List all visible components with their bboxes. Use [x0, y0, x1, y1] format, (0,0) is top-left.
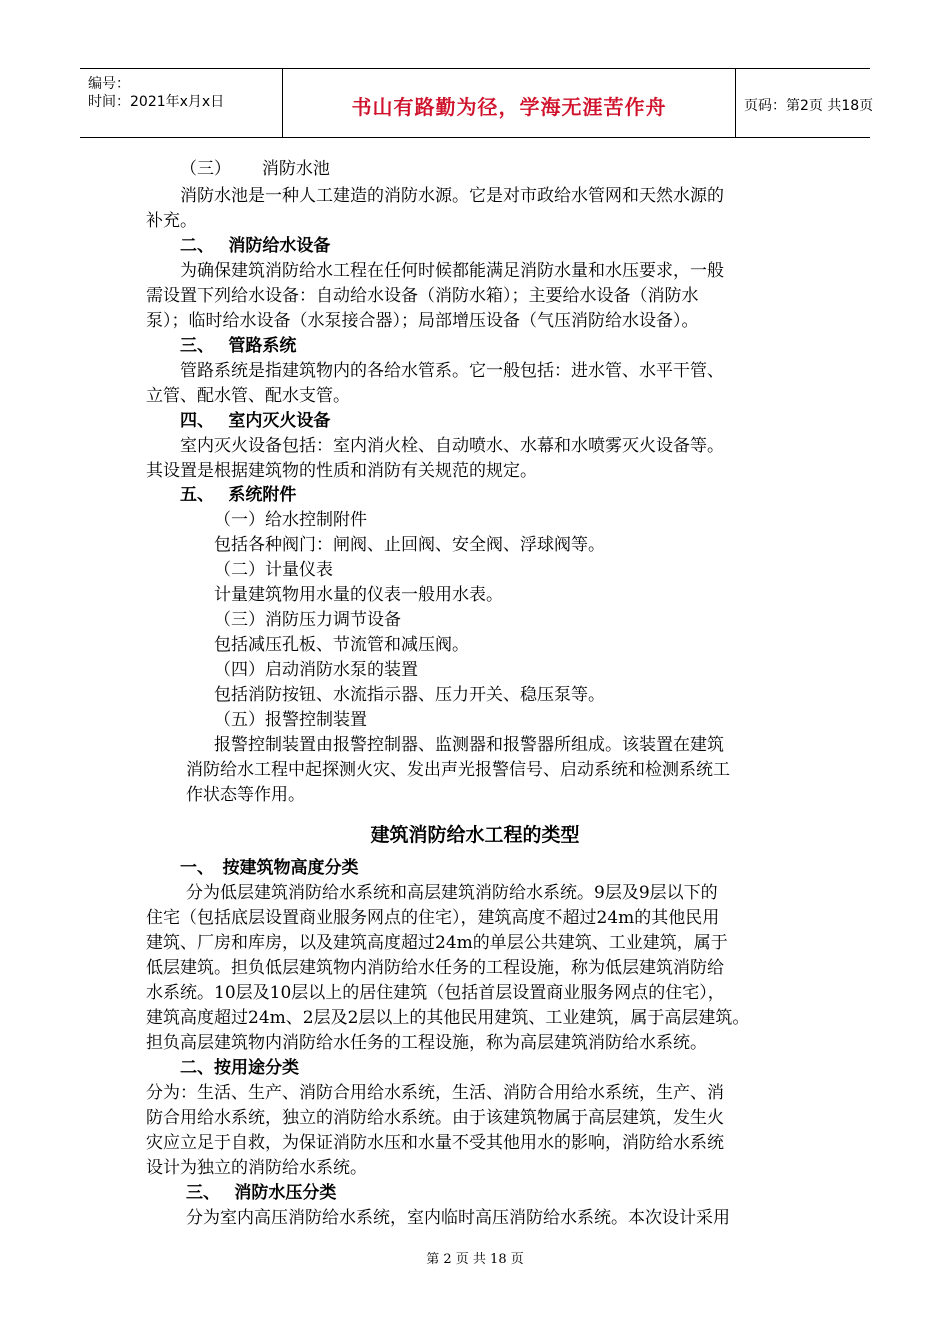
subheading: （五）报警控制装置 [214, 710, 367, 730]
paragraph-line: 建筑、厂房和库房，以及建筑高度超过24m的单层公共建筑、工业建筑，属于 [146, 933, 728, 953]
paragraph-line: 泵）；临时给水设备（水泵接合器）；局部增压设备（气压消防给水设备）。 [146, 311, 699, 331]
paragraph-line: 建筑高度超过24m、2层及2层以上的其他民用建筑、工业建筑，属于高层建筑。 [146, 1008, 750, 1028]
heading-2: 二、 消防给水设备 [180, 236, 331, 256]
paragraph-line: 立管、配水管、配水支管。 [146, 386, 350, 406]
paragraph-line: 包括减压孔板、节流管和减压阀。 [214, 635, 469, 655]
subheading-fire-pool: （三） 消防水池 [180, 159, 330, 179]
subheading: （四）启动消防水泵的装置 [214, 660, 418, 680]
paragraph-line: 消防给水工程中起探测火灾、发出声光报警信号、启动系统和检测系统工 [186, 760, 730, 780]
paragraph-line: 包括消防按钮、水流指示器、压力开关、稳压泵等。 [214, 685, 605, 705]
paragraph-line: 分为低层建筑消防给水系统和高层建筑消防给水系统。9层及9层以下的 [186, 883, 718, 903]
paragraph-line: 作状态等作用。 [186, 785, 305, 805]
header-info-cell [80, 69, 282, 137]
section-title: 建筑消防给水工程的类型 [370, 824, 580, 846]
header-motto-cell [282, 69, 736, 137]
paragraph-line: 设计为独立的消防给水系统。 [146, 1158, 367, 1178]
heading-by-height: 一、 按建筑物高度分类 [180, 858, 359, 878]
heading-3: 三、 管路系统 [180, 336, 297, 356]
header-page-cell [734, 69, 874, 137]
paragraph-line: 防合用给水系统，独立的消防给水系统。由于该建筑物属于高层建筑，发生火 [146, 1108, 724, 1128]
heading-by-pressure: 三、 消防水压分类 [186, 1183, 337, 1203]
paragraph-line: 住宅（包括底层设置商业服务网点的住宅），建筑高度不超过24m的其他民用 [146, 908, 720, 928]
document-time-label: 时间：2021年x月x日 [88, 94, 225, 110]
paragraph-line: 计量建筑物用水量的仪表一般用水表。 [214, 585, 503, 605]
paragraph-line: 灾应立足于自救，为保证消防水压和水量不受其他用水的影响，消防给水系统 [146, 1133, 724, 1153]
paragraph-line: 消防水池是一种人工建造的消防水源。它是对市政给水管网和天然水源的 [180, 186, 724, 206]
paragraph-line: 报警控制装置由报警控制器、监测器和报警器所组成。该装置在建筑 [214, 735, 724, 755]
paragraph-line: 室内灭火设备包括：室内消火栓、自动喷水、水幕和水喷雾灭火设备等。 [180, 436, 724, 456]
paragraph-line: 水系统。10层及10层以上的居住建筑（包括首层设置商业服务网点的住宅）， [146, 983, 725, 1003]
heading-5: 五、 系统附件 [180, 485, 297, 505]
header-page-number: 页码：第2页 共18页 [744, 98, 874, 114]
subheading: （三）消防压力调节设备 [214, 610, 401, 630]
heading-by-use: 二、按用途分类 [180, 1058, 299, 1078]
subheading: （一）给水控制附件 [214, 510, 367, 530]
paragraph-line: 包括各种阀门：闸阀、止回阀、安全阀、浮球阀等。 [214, 535, 605, 555]
paragraph-line: 管路系统是指建筑物内的各给水管系。它一般包括：进水管、水平干管、 [180, 361, 724, 381]
header-motto: 书山有路勤为径，学海无涯苦作舟 [351, 95, 667, 119]
page-header [80, 68, 874, 138]
paragraph-line: 分为室内高压消防给水系统，室内临时高压消防给水系统。本次设计采用 [186, 1208, 730, 1228]
subheading: （二）计量仪表 [214, 560, 333, 580]
paragraph-line: 为确保建筑消防给水工程在任何时候都能满足消防水量和水压要求，一般 [180, 261, 724, 281]
document-number-label: 编号： [88, 76, 130, 92]
paragraph-line: 低层建筑。担负低层建筑物内消防给水任务的工程设施，称为低层建筑消防给 [146, 958, 724, 978]
paragraph-line: 担负高层建筑物内消防给水任务的工程设施，称为高层建筑消防给水系统。 [146, 1033, 707, 1053]
paragraph-line: 其设置是根据建筑物的性质和消防有关规范的规定。 [146, 461, 537, 481]
page-footer: 第 2 页 共 18 页 [426, 1252, 524, 1267]
paragraph-line: 补充。 [146, 211, 197, 231]
paragraph-line: 分为：生活、生产、消防合用给水系统，生活、消防合用给水系统，生产、消 [146, 1083, 724, 1103]
paragraph-line: 需设置下列给水设备：自动给水设备（消防水箱）；主要给水设备（消防水 [146, 286, 699, 306]
heading-4: 四、 室内灭火设备 [180, 411, 331, 431]
